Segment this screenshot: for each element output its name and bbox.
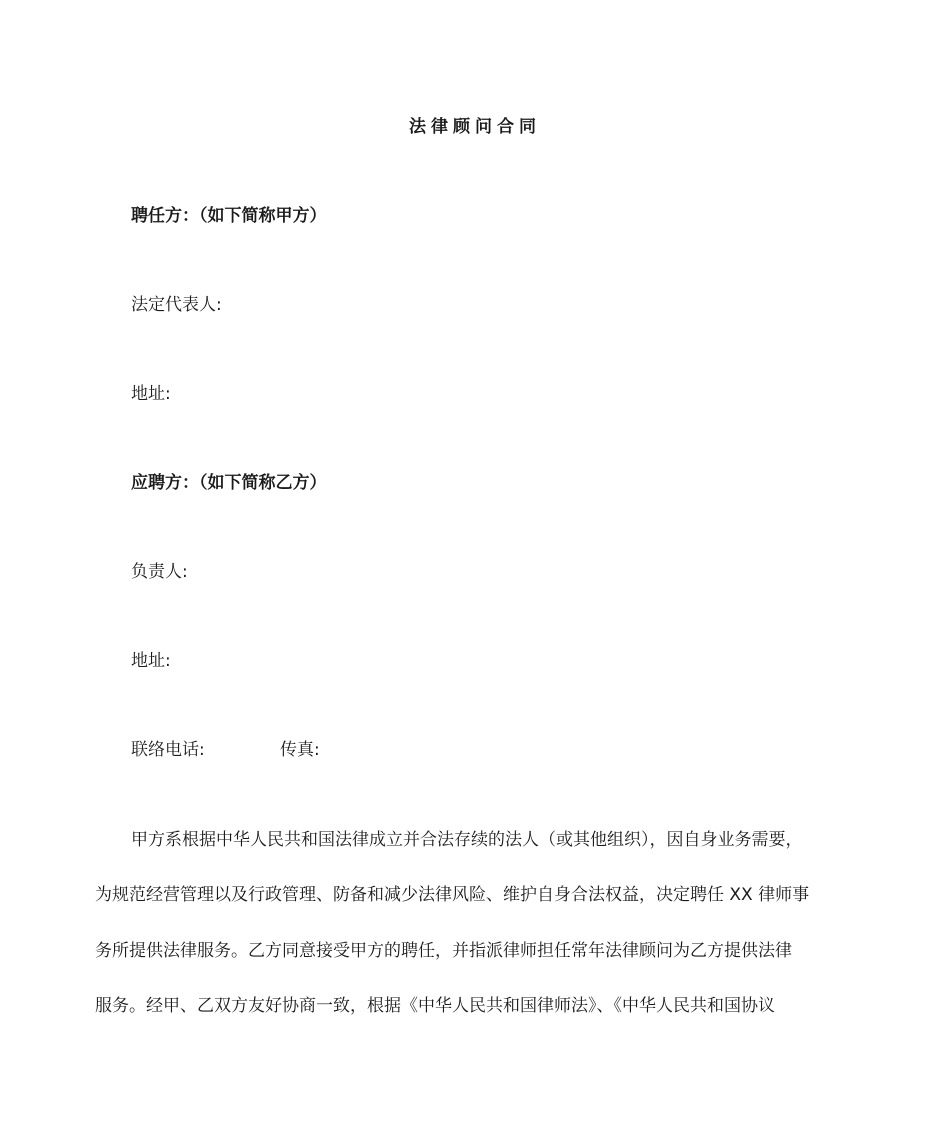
body-paragraph-line: 务所提供法律服务。乙方同意接受甲方的聘任，并指派律师担任常年法律顾问为乙方提供法律: [95, 941, 792, 961]
body-paragraph-line: 为规范经营管理以及行政管理、防备和减少法律风险、维护自身合法权益，决定聘任 XX 律师事: [95, 885, 810, 905]
fax-field: 传真:: [280, 740, 320, 760]
page-title: 法律顾问合同: [409, 117, 541, 137]
employer-heading: 聘任方：（如下简称甲方）: [131, 206, 327, 226]
employee-heading: 应聘方：（如下简称乙方）: [131, 473, 327, 493]
employee-address-field: 地址:: [131, 651, 171, 671]
body-paragraph-line: 甲方系根据中华人民共和国法律成立并合法存续的法人（或其他组织），因自身业务需要，: [131, 830, 803, 850]
employer-address-field: 地址:: [131, 384, 171, 404]
legal-representative-field: 法定代表人:: [131, 295, 222, 315]
body-paragraph-line: 服务。经甲、乙双方友好协商一致，根据《中华人民共和国律师法》、《中华人民共和国协议: [95, 996, 775, 1016]
phone-field: 联络电话:: [131, 740, 205, 760]
person-in-charge-field: 负责人:: [131, 562, 188, 582]
